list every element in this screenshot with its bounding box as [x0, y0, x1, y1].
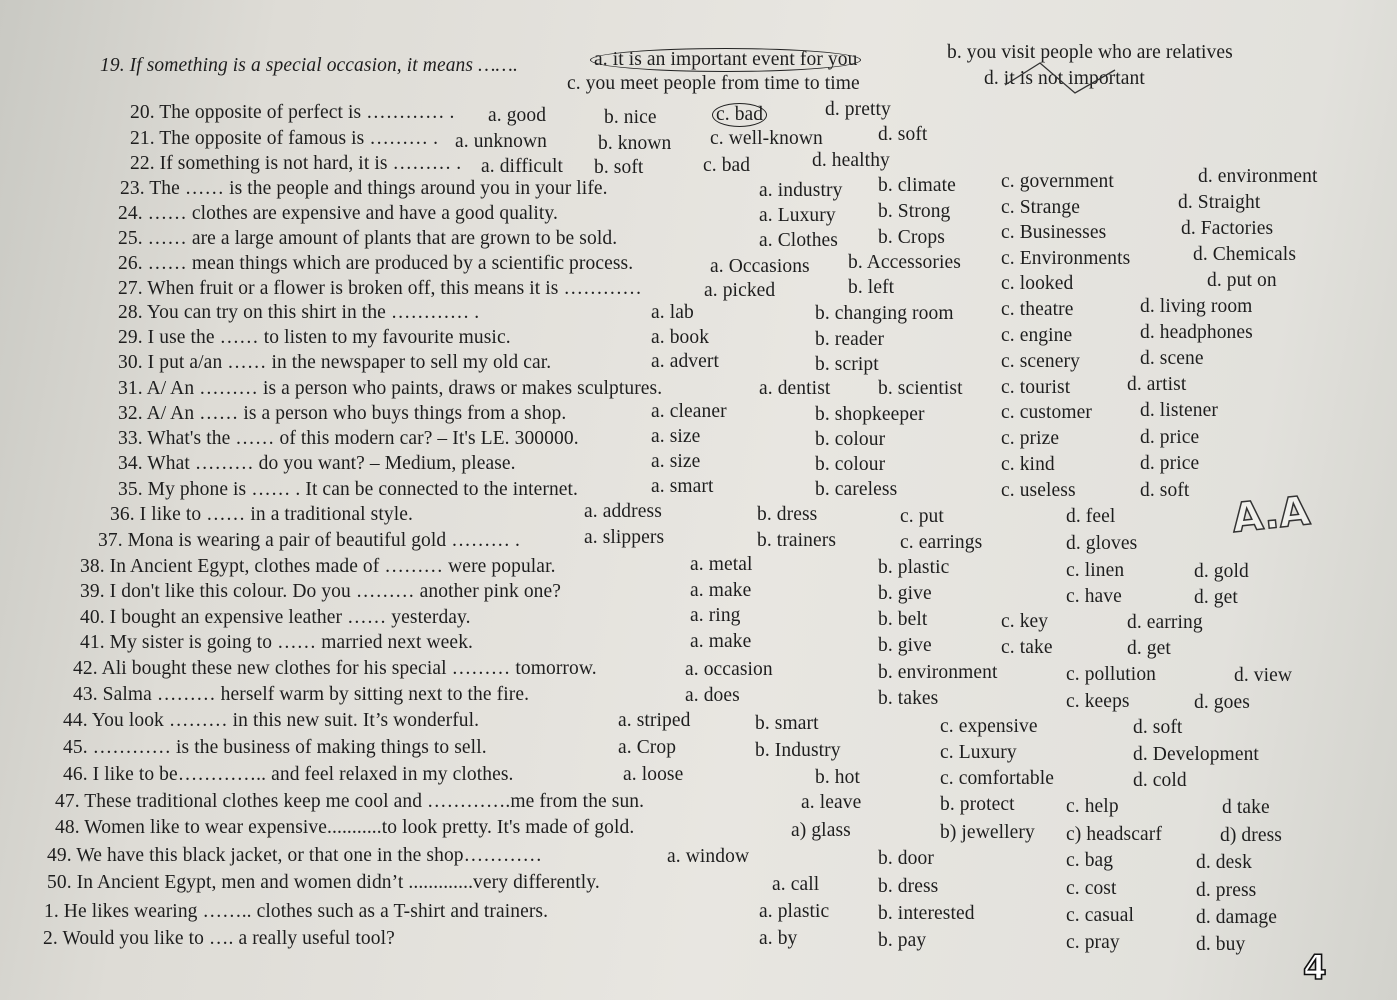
answer-option[interactable]: d. artist: [1127, 374, 1187, 395]
answer-option[interactable]: a. lab: [651, 302, 694, 323]
answer-option[interactable]: b. soft: [594, 157, 644, 178]
answer-option[interactable]: c. put: [900, 506, 944, 527]
answer-option[interactable]: b. known: [598, 133, 672, 154]
answer-option[interactable]: c. scenery: [1001, 351, 1080, 372]
answer-option[interactable]: c. bad: [712, 103, 767, 127]
answer-option[interactable]: d. earring: [1127, 612, 1203, 633]
answer-option[interactable]: b. Crops: [878, 227, 945, 248]
answer-option[interactable]: c. tourist: [1001, 377, 1071, 398]
answer-option[interactable]: c. take: [1001, 637, 1053, 658]
answer-option[interactable]: c. key: [1001, 611, 1049, 632]
question-stem: 27. When fruit or a flower is broken off, this means it is …………: [118, 278, 642, 299]
answer-option[interactable]: d. view: [1234, 665, 1293, 686]
answer-option[interactable]: a. window: [667, 846, 750, 867]
answer-option[interactable]: d. listener: [1140, 400, 1218, 421]
answer-option[interactable]: a. Crop: [618, 737, 677, 758]
answer-option[interactable]: c) headscarf: [1066, 824, 1162, 845]
question-stem: 48. Women like to wear expensive...........to look pretty. It's made of gold.: [55, 817, 635, 838]
question-stem: 47. These traditional clothes keep me cool and ………….me from the sun.: [55, 791, 645, 812]
answer-option[interactable]: b. takes: [878, 688, 939, 709]
answer-option[interactable]: c. Environments: [1001, 248, 1131, 269]
answer-option[interactable]: c. Businesses: [1001, 222, 1107, 243]
answer-option[interactable]: a. difficult: [481, 156, 564, 177]
answer-option[interactable]: a. picked: [704, 280, 776, 301]
answer-option[interactable]: b. environment: [878, 662, 998, 683]
answer-option[interactable]: b. Accessories: [848, 252, 961, 273]
question-stem: 19. If something is a special occasion, it means …….: [100, 55, 518, 76]
question-stem: 24. …… clothes are expensive and have a good quality.: [118, 203, 558, 224]
answer-option[interactable]: d. Straight: [1178, 192, 1261, 213]
answer-option[interactable]: a. by: [759, 928, 798, 949]
answer-option[interactable]: c. keeps: [1066, 691, 1130, 712]
handwritten-strike-mark: [1000, 55, 1120, 100]
answer-option[interactable]: d. damage: [1196, 907, 1278, 928]
answer-option[interactable]: d. get: [1194, 587, 1238, 608]
answer-option[interactable]: a. industry: [759, 180, 843, 201]
answer-option[interactable]: d. gold: [1194, 561, 1249, 582]
answer-option[interactable]: d. buy: [1196, 934, 1246, 955]
answer-option[interactable]: b. door: [878, 848, 934, 869]
answer-option[interactable]: b. give: [878, 635, 932, 656]
answer-option[interactable]: a. good: [488, 105, 547, 126]
answer-option[interactable]: c. looked: [1001, 273, 1074, 294]
question-stem: 44. You look ……… in this new suit. It’s wonderful.: [63, 710, 480, 731]
answer-option[interactable]: b. careless: [815, 479, 898, 500]
question-stem: 28. You can try on this shirt in the ………… .: [118, 302, 480, 323]
question-stem: 2. Would you like to …. a really useful tool?: [43, 928, 395, 949]
question-stem: 31. A/ An ……… is a person who paints, draws or makes sculptures.: [118, 378, 663, 399]
answer-option[interactable]: c. government: [1001, 171, 1114, 192]
answer-option[interactable]: b. nice: [604, 107, 657, 128]
question-stem: 29. I use the …… to listen to my favourite music.: [118, 327, 511, 348]
answer-option[interactable]: d. pretty: [825, 99, 891, 120]
answer-option[interactable]: d. soft: [1140, 480, 1190, 501]
question-stem: 22. If something is not hard, it is ……… .: [130, 153, 462, 174]
answer-option[interactable]: c. linen: [1066, 560, 1125, 581]
question-stem: 23. The …… is the people and things around you in your life.: [120, 178, 608, 199]
question-stem: 35. My phone is …… . It can be connected to the internet.: [118, 479, 579, 500]
answer-option[interactable]: d) dress: [1220, 825, 1282, 846]
answer-option[interactable]: a. Occasions: [710, 256, 810, 277]
answer-option[interactable]: a. leave: [801, 792, 862, 813]
question-stem: 49. We have this black jacket, or that one in the shop…………: [47, 845, 543, 866]
answer-option[interactable]: a. book: [651, 327, 710, 348]
answer-option[interactable]: a. it is an important event for you: [590, 48, 861, 72]
answer-option[interactable]: b. changing room: [815, 303, 954, 324]
answer-option[interactable]: a. metal: [690, 554, 753, 575]
answer-option[interactable]: c. well-known: [710, 128, 823, 149]
answer-option[interactable]: d. price: [1140, 453, 1200, 474]
question-stem: 26. …… mean things which are produced by a scientific process.: [118, 253, 634, 274]
question-stem: 1. He likes wearing …….. clothes such as a T-shirt and trainers.: [44, 901, 549, 922]
answer-option[interactable]: c. theatre: [1001, 299, 1074, 320]
question-stem: 40. I bought an expensive leather …… yesterday.: [80, 607, 471, 628]
answer-option[interactable]: b. interested: [878, 903, 975, 924]
answer-option[interactable]: b. Strong: [878, 201, 951, 222]
answer-option[interactable]: c. engine: [1001, 325, 1073, 346]
answer-option[interactable]: d. get: [1127, 638, 1171, 659]
answer-option[interactable]: c. pray: [1066, 932, 1120, 953]
answer-option[interactable]: b. hot: [815, 767, 861, 788]
answer-option[interactable]: b. left: [848, 277, 895, 298]
answer-option[interactable]: b. scientist: [878, 378, 963, 399]
answer-option[interactable]: b. shopkeeper: [815, 404, 925, 425]
question-stem: 25. …… are a large amount of plants that are grown to be sold.: [118, 228, 618, 249]
answer-option[interactable]: a. slippers: [584, 527, 665, 548]
answer-option[interactable]: c. you meet people from time to time: [567, 73, 860, 94]
question-stem: 43. Salma ……… herself warm by sitting next to the fire.: [73, 684, 530, 705]
answer-option[interactable]: b. belt: [878, 609, 928, 630]
answer-option[interactable]: b) jewellery: [940, 822, 1035, 843]
answer-option[interactable]: d. living room: [1140, 296, 1253, 317]
answer-option[interactable]: a. occasion: [685, 659, 773, 680]
answer-option[interactable]: c. casual: [1066, 905, 1135, 926]
answer-option[interactable]: a. ring: [690, 605, 741, 626]
answer-option[interactable]: c. Strange: [1001, 197, 1080, 218]
question-stem: 46. I like to be………….. and feel relaxed in my clothes.: [63, 764, 514, 785]
answer-option[interactable]: c. Luxury: [940, 742, 1017, 763]
answer-option[interactable]: d take: [1222, 797, 1270, 818]
answer-option[interactable]: b. pay: [878, 930, 927, 951]
answer-option[interactable]: a. make: [690, 631, 752, 652]
answer-option[interactable]: c. have: [1066, 586, 1122, 607]
answer-option[interactable]: d. healthy: [812, 150, 890, 171]
answer-option[interactable]: c. customer: [1001, 402, 1092, 423]
question-stem: 50. In Ancient Egypt, men and women didn’t .............very differently.: [47, 872, 600, 893]
answer-option[interactable]: d. gloves: [1066, 533, 1138, 554]
answer-option[interactable]: b. colour: [815, 454, 886, 475]
answer-option[interactable]: a. call: [772, 874, 820, 895]
answer-option[interactable]: a. Clothes: [759, 230, 838, 251]
question-stem: 37. Mona is wearing a pair of beautiful gold ……… .: [98, 530, 520, 551]
answer-option[interactable]: a. plastic: [759, 901, 830, 922]
answer-option[interactable]: b. give: [878, 583, 932, 604]
answer-option[interactable]: a. Luxury: [759, 205, 836, 226]
answer-option[interactable]: d. environment: [1198, 166, 1318, 187]
answer-option[interactable]: c. bag: [1066, 850, 1114, 871]
question-stem: 36. I like to …… in a traditional style.: [110, 504, 413, 525]
answer-option[interactable]: d. Development: [1133, 744, 1259, 765]
answer-option[interactable]: a. make: [690, 580, 752, 601]
answer-option[interactable]: b. trainers: [757, 530, 837, 551]
answer-option[interactable]: c. comfortable: [940, 768, 1055, 789]
answer-option[interactable]: d. press: [1196, 880, 1257, 901]
question-stem: 21. The opposite of famous is ……… .: [130, 128, 439, 149]
answer-option[interactable]: d. price: [1140, 427, 1200, 448]
answer-option[interactable]: a) glass: [791, 820, 851, 841]
stamp-mark: A.A: [1229, 488, 1313, 542]
answer-option[interactable]: d. it is not important: [984, 68, 1145, 89]
answer-option[interactable]: c. earrings: [900, 532, 983, 553]
answer-option[interactable]: d. soft: [878, 124, 928, 145]
answer-option[interactable]: c. expensive: [940, 716, 1038, 737]
question-stem: 33. What's the …… of this modern car? – It's LE. 300000.: [118, 428, 579, 449]
answer-option[interactable]: b. dress: [757, 504, 818, 525]
answer-option[interactable]: a. cleaner: [651, 401, 727, 422]
answer-option[interactable]: a. advert: [651, 351, 720, 372]
answer-option[interactable]: d. soft: [1133, 717, 1183, 738]
answer-option[interactable]: d. put on: [1207, 270, 1277, 291]
answer-option[interactable]: b. plastic: [878, 557, 950, 578]
answer-option[interactable]: b. Industry: [755, 740, 841, 761]
answer-option[interactable]: d. Chemicals: [1193, 244, 1297, 265]
answer-option[interactable]: b. smart: [755, 713, 819, 734]
answer-option[interactable]: c. cost: [1066, 878, 1117, 899]
answer-option[interactable]: d. desk: [1196, 852, 1252, 873]
answer-option[interactable]: a. size: [651, 451, 701, 472]
answer-option[interactable]: c. help: [1066, 796, 1119, 817]
answer-option[interactable]: c. pollution: [1066, 664, 1157, 685]
answer-option[interactable]: a. does: [685, 685, 740, 706]
answer-option[interactable]: b. reader: [815, 329, 885, 350]
answer-option[interactable]: b. dress: [878, 876, 939, 897]
answer-option[interactable]: a. loose: [623, 764, 684, 785]
answer-option[interactable]: c. bad: [703, 155, 751, 176]
question-stem: 38. In Ancient Egypt, clothes made of ……… were popular.: [80, 556, 556, 577]
answer-option[interactable]: a. size: [651, 426, 701, 447]
question-stem: 39. I don't like this colour. Do you ……… another pink one?: [80, 581, 562, 602]
answer-option[interactable]: b. climate: [878, 175, 956, 196]
answer-option[interactable]: d. headphones: [1140, 322, 1253, 343]
answer-option[interactable]: d. Factories: [1181, 218, 1274, 239]
answer-option[interactable]: c. kind: [1001, 454, 1055, 475]
answer-option[interactable]: d. cold: [1133, 770, 1187, 791]
answer-option[interactable]: d. scene: [1140, 348, 1204, 369]
question-stem: 32. A/ An …… is a person who buys things from a shop.: [118, 403, 567, 424]
question-stem: 41. My sister is going to …… married next week.: [80, 632, 474, 653]
answer-option[interactable]: b. colour: [815, 429, 886, 450]
answer-option[interactable]: a. striped: [618, 710, 691, 731]
answer-option[interactable]: d. goes: [1194, 692, 1250, 713]
answer-option[interactable]: b. protect: [940, 794, 1015, 815]
question-stem: 42. Ali bought these new clothes for his special ……… tomorrow.: [73, 658, 597, 679]
answer-option[interactable]: b. you visit people who are relatives: [947, 42, 1233, 63]
question-stem: 45. ………… is the business of making things to sell.: [63, 737, 487, 758]
answer-option[interactable]: d. feel: [1066, 506, 1116, 527]
answer-option[interactable]: c. prize: [1001, 428, 1060, 449]
page-number: 4: [1303, 948, 1327, 988]
answer-option[interactable]: a. address: [584, 501, 662, 522]
answer-option[interactable]: c. useless: [1001, 480, 1076, 501]
answer-option[interactable]: b. script: [815, 354, 879, 375]
answer-option[interactable]: a. dentist: [759, 378, 831, 399]
answer-option[interactable]: a. unknown: [455, 131, 547, 152]
question-stem: 34. What ……… do you want? – Medium, please.: [118, 453, 516, 474]
question-stem: 30. I put a/an …… in the newspaper to sell my old car.: [118, 352, 552, 373]
answer-option[interactable]: a. smart: [651, 476, 714, 497]
question-stem: 20. The opposite of perfect is ………… .: [130, 102, 455, 123]
